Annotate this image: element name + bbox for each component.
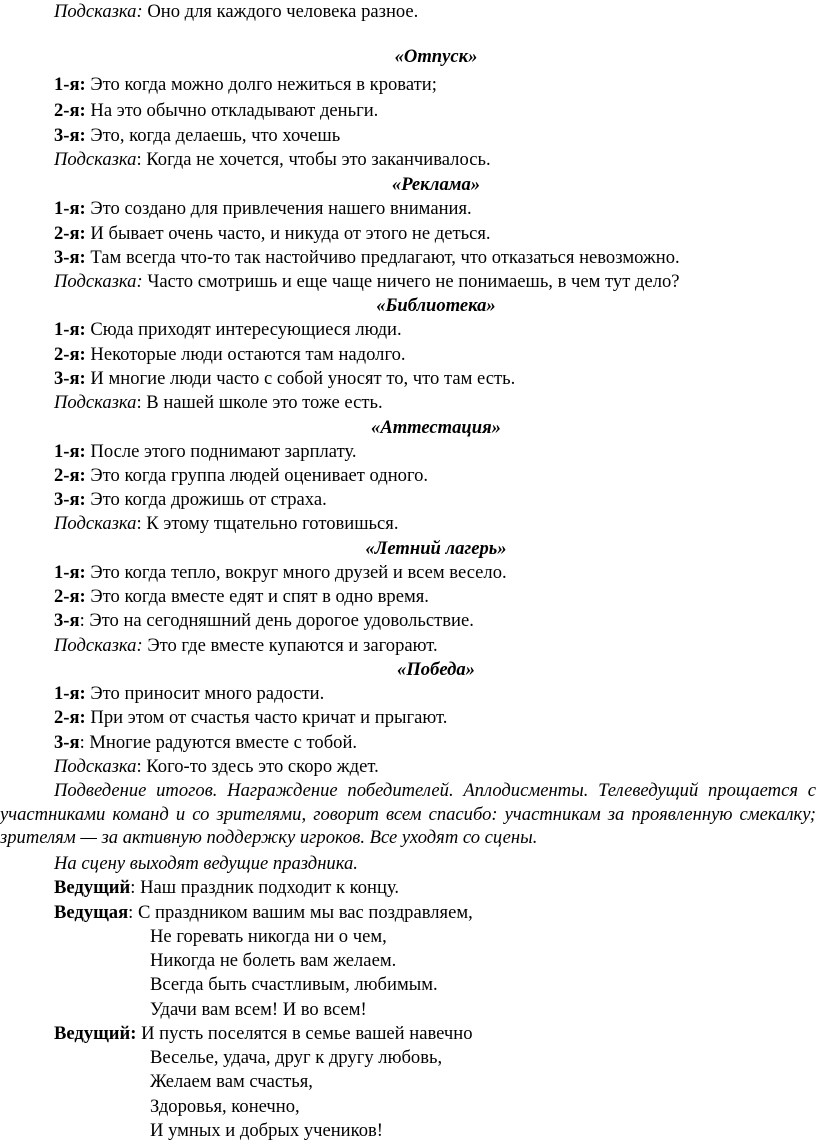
clue-line bbox=[54, 585, 429, 609]
clue-line bbox=[54, 197, 472, 221]
clue-text: И бывает очень часто, и никуда от этого не деться. bbox=[90, 223, 491, 244]
verse-line: Веселье, удача, друг к другу любовь, bbox=[150, 1047, 443, 1068]
clue-label: 3-я: bbox=[54, 247, 86, 268]
clue-label: 2-я: bbox=[54, 100, 86, 121]
clue-label: 1-я: bbox=[54, 562, 86, 583]
hint-label: Подсказка bbox=[54, 392, 137, 413]
intro-hint-line: Подсказка: Оно для каждого человека разное. bbox=[54, 1, 419, 22]
clue-label: 2-я: bbox=[54, 344, 86, 365]
clue-line bbox=[54, 124, 340, 148]
clue-label: 2-я: bbox=[54, 465, 86, 486]
clue-line bbox=[54, 731, 357, 755]
clue-text: Это когда дрожишь от страха. bbox=[90, 489, 327, 510]
clue-text: Это приносит много радости. bbox=[90, 683, 325, 704]
verse-line: Желаем вам счастья, bbox=[150, 1071, 313, 1092]
speaker-name: Ведущий bbox=[54, 877, 131, 898]
clue-label: 3-я: bbox=[54, 489, 86, 510]
clue-line bbox=[54, 488, 327, 512]
clue-label: 3-я: bbox=[54, 125, 86, 146]
section-hint-line: Подсказка: Это где вместе купаются и загорают. bbox=[54, 635, 438, 656]
speech-text: Наш праздник подходит к концу. bbox=[140, 877, 400, 898]
hint-label: Подсказка bbox=[54, 756, 137, 777]
clue-line bbox=[54, 99, 378, 123]
speech-line: Ведущий: Наш праздник подходит к концу. bbox=[54, 877, 400, 898]
clue-label: 2-я: bbox=[54, 707, 86, 728]
hint-text: Когда не хочется, чтобы это заканчивалось. bbox=[146, 149, 491, 170]
clue-label: 3-я bbox=[54, 732, 80, 753]
hint-text: К этому тщательно готовишься. bbox=[146, 513, 399, 534]
hint-label: Подсказка bbox=[54, 271, 137, 292]
clue-line bbox=[54, 222, 491, 246]
clue-label: 1-я: bbox=[54, 198, 86, 219]
section-hint-line: Подсказка: Когда не хочется, чтобы это заканчивалось. bbox=[54, 149, 491, 170]
clue-line bbox=[54, 609, 474, 633]
clue-text: : Многие радуются вместе с тобой. bbox=[79, 732, 358, 753]
clue-text: Это, когда делаешь, что хочешь bbox=[90, 125, 341, 146]
clue-line bbox=[54, 318, 402, 342]
section-hint-line: Подсказка: Кого-то здесь это скоро ждет. bbox=[54, 756, 379, 777]
clue-text: На это обычно откладывают деньги. bbox=[90, 100, 379, 121]
section-title: «Отпуск» bbox=[394, 46, 478, 67]
section-hint-line: Подсказка: В нашей школе это тоже есть. bbox=[54, 392, 383, 413]
section-hint-line: Подсказка: К этому тщательно готовишься. bbox=[54, 513, 399, 534]
section-title: «Победа» bbox=[397, 659, 475, 680]
speech-text: С праздником вашим мы вас поздравляем, bbox=[138, 902, 473, 923]
verse-line: Удачи вам всем! И во всем! bbox=[150, 999, 367, 1020]
verse-line: Никогда не болеть вам желаем. bbox=[150, 950, 397, 971]
section-hint-line: Подсказка: Часто смотришь и еще чаще ничего не понимаешь, в чем тут дело? bbox=[54, 271, 680, 292]
stage-direction: На сцену выходят ведущие праздника. bbox=[54, 853, 358, 874]
speech-text: И пусть поселятся в семье вашей навечно bbox=[141, 1023, 473, 1044]
clue-label: 1-я: bbox=[54, 441, 86, 462]
clue-label: 1-я: bbox=[54, 74, 86, 95]
speaker-name: Ведущий: bbox=[54, 1023, 137, 1044]
summary-paragraph bbox=[0, 779, 816, 850]
section-title: «Реклама» bbox=[391, 174, 481, 195]
clue-line bbox=[54, 464, 428, 488]
hint-label: Подсказка bbox=[54, 1, 137, 22]
hint-text: В нашей школе это тоже есть. bbox=[146, 392, 383, 413]
clue-text: Это когда вместе едят и спят в одно время. bbox=[90, 586, 429, 607]
verse-line: И умных и добрых учеников! bbox=[150, 1120, 383, 1141]
section-title: «Библиотека» bbox=[376, 295, 496, 316]
clue-text: Это когда тепло, вокруг много друзей и всем весело. bbox=[90, 562, 507, 583]
clue-label: 3-я: bbox=[54, 368, 86, 389]
clue-line bbox=[54, 343, 406, 367]
clue-text: При этом от счастья часто кричат и прыгают. bbox=[90, 707, 448, 728]
verse-line: Не горевать никогда ни о чем, bbox=[150, 926, 387, 947]
clue-line bbox=[54, 706, 447, 730]
clue-line bbox=[54, 561, 507, 585]
clue-text: И многие люди часто с собой уносят то, что там есть. bbox=[90, 368, 516, 389]
clue-text: Это когда можно долго нежиться в кровати; bbox=[90, 74, 437, 95]
clue-text: : Это на сегодняшний день дорогое удовольствие. bbox=[79, 610, 474, 631]
speech-line: Ведущая: С праздником вашим мы вас поздравляем, bbox=[54, 902, 473, 923]
clue-text: Сюда приходят интересующиеся люди. bbox=[90, 319, 402, 340]
speech-line bbox=[54, 1022, 473, 1046]
clue-line bbox=[54, 73, 437, 97]
clue-line bbox=[54, 246, 680, 270]
summary-text: Подведение итогов. Награждение победителей. Аплодисменты. Телеведущий прощается с участниками команд и со зрителями, говорит всем спасибо: участникам за проявленную смекалку; зрителям — за активную поддержку игроков. Все уходят со сцены. bbox=[0, 780, 816, 848]
clue-label: 3-я bbox=[54, 610, 80, 631]
hint-text: Оно для каждого человека разное. bbox=[147, 1, 419, 22]
clue-label: 2-я: bbox=[54, 586, 86, 607]
clue-label: 1-я: bbox=[54, 683, 86, 704]
hint-label: Подсказка bbox=[54, 635, 137, 656]
clue-line bbox=[54, 440, 357, 464]
clue-text: Это когда группа людей оценивает одного. bbox=[90, 465, 429, 486]
clue-text: Там всегда что-то так настойчиво предлагают, что отказаться невозможно. bbox=[90, 247, 680, 268]
hint-text: Кого-то здесь это скоро ждет. bbox=[146, 756, 379, 777]
clue-text: Некоторые люди остаются там надолго. bbox=[90, 344, 406, 365]
hint-label: Подсказка bbox=[54, 513, 137, 534]
verse-line: Всегда быть счастливым, любимым. bbox=[150, 974, 438, 995]
hint-text: Часто смотришь и еще чаще ничего не понимаешь, в чем тут дело? bbox=[147, 271, 680, 292]
clue-text: После этого поднимают зарплату. bbox=[90, 441, 357, 462]
clue-text: Это создано для привлечения нашего внимания. bbox=[90, 198, 472, 219]
verse-line: Здоровья, конечно, bbox=[150, 1096, 300, 1117]
hint-label: Подсказка bbox=[54, 149, 137, 170]
section-title: «Летний лагерь» bbox=[365, 538, 507, 559]
clue-line bbox=[54, 682, 324, 706]
hint-text: Это где вместе купаются и загорают. bbox=[147, 635, 438, 656]
speaker-name: Ведущая bbox=[54, 902, 129, 923]
clue-label: 2-я: bbox=[54, 223, 86, 244]
clue-line bbox=[54, 367, 515, 391]
clue-label: 1-я: bbox=[54, 319, 86, 340]
section-title: «Аттестация» bbox=[371, 417, 501, 438]
